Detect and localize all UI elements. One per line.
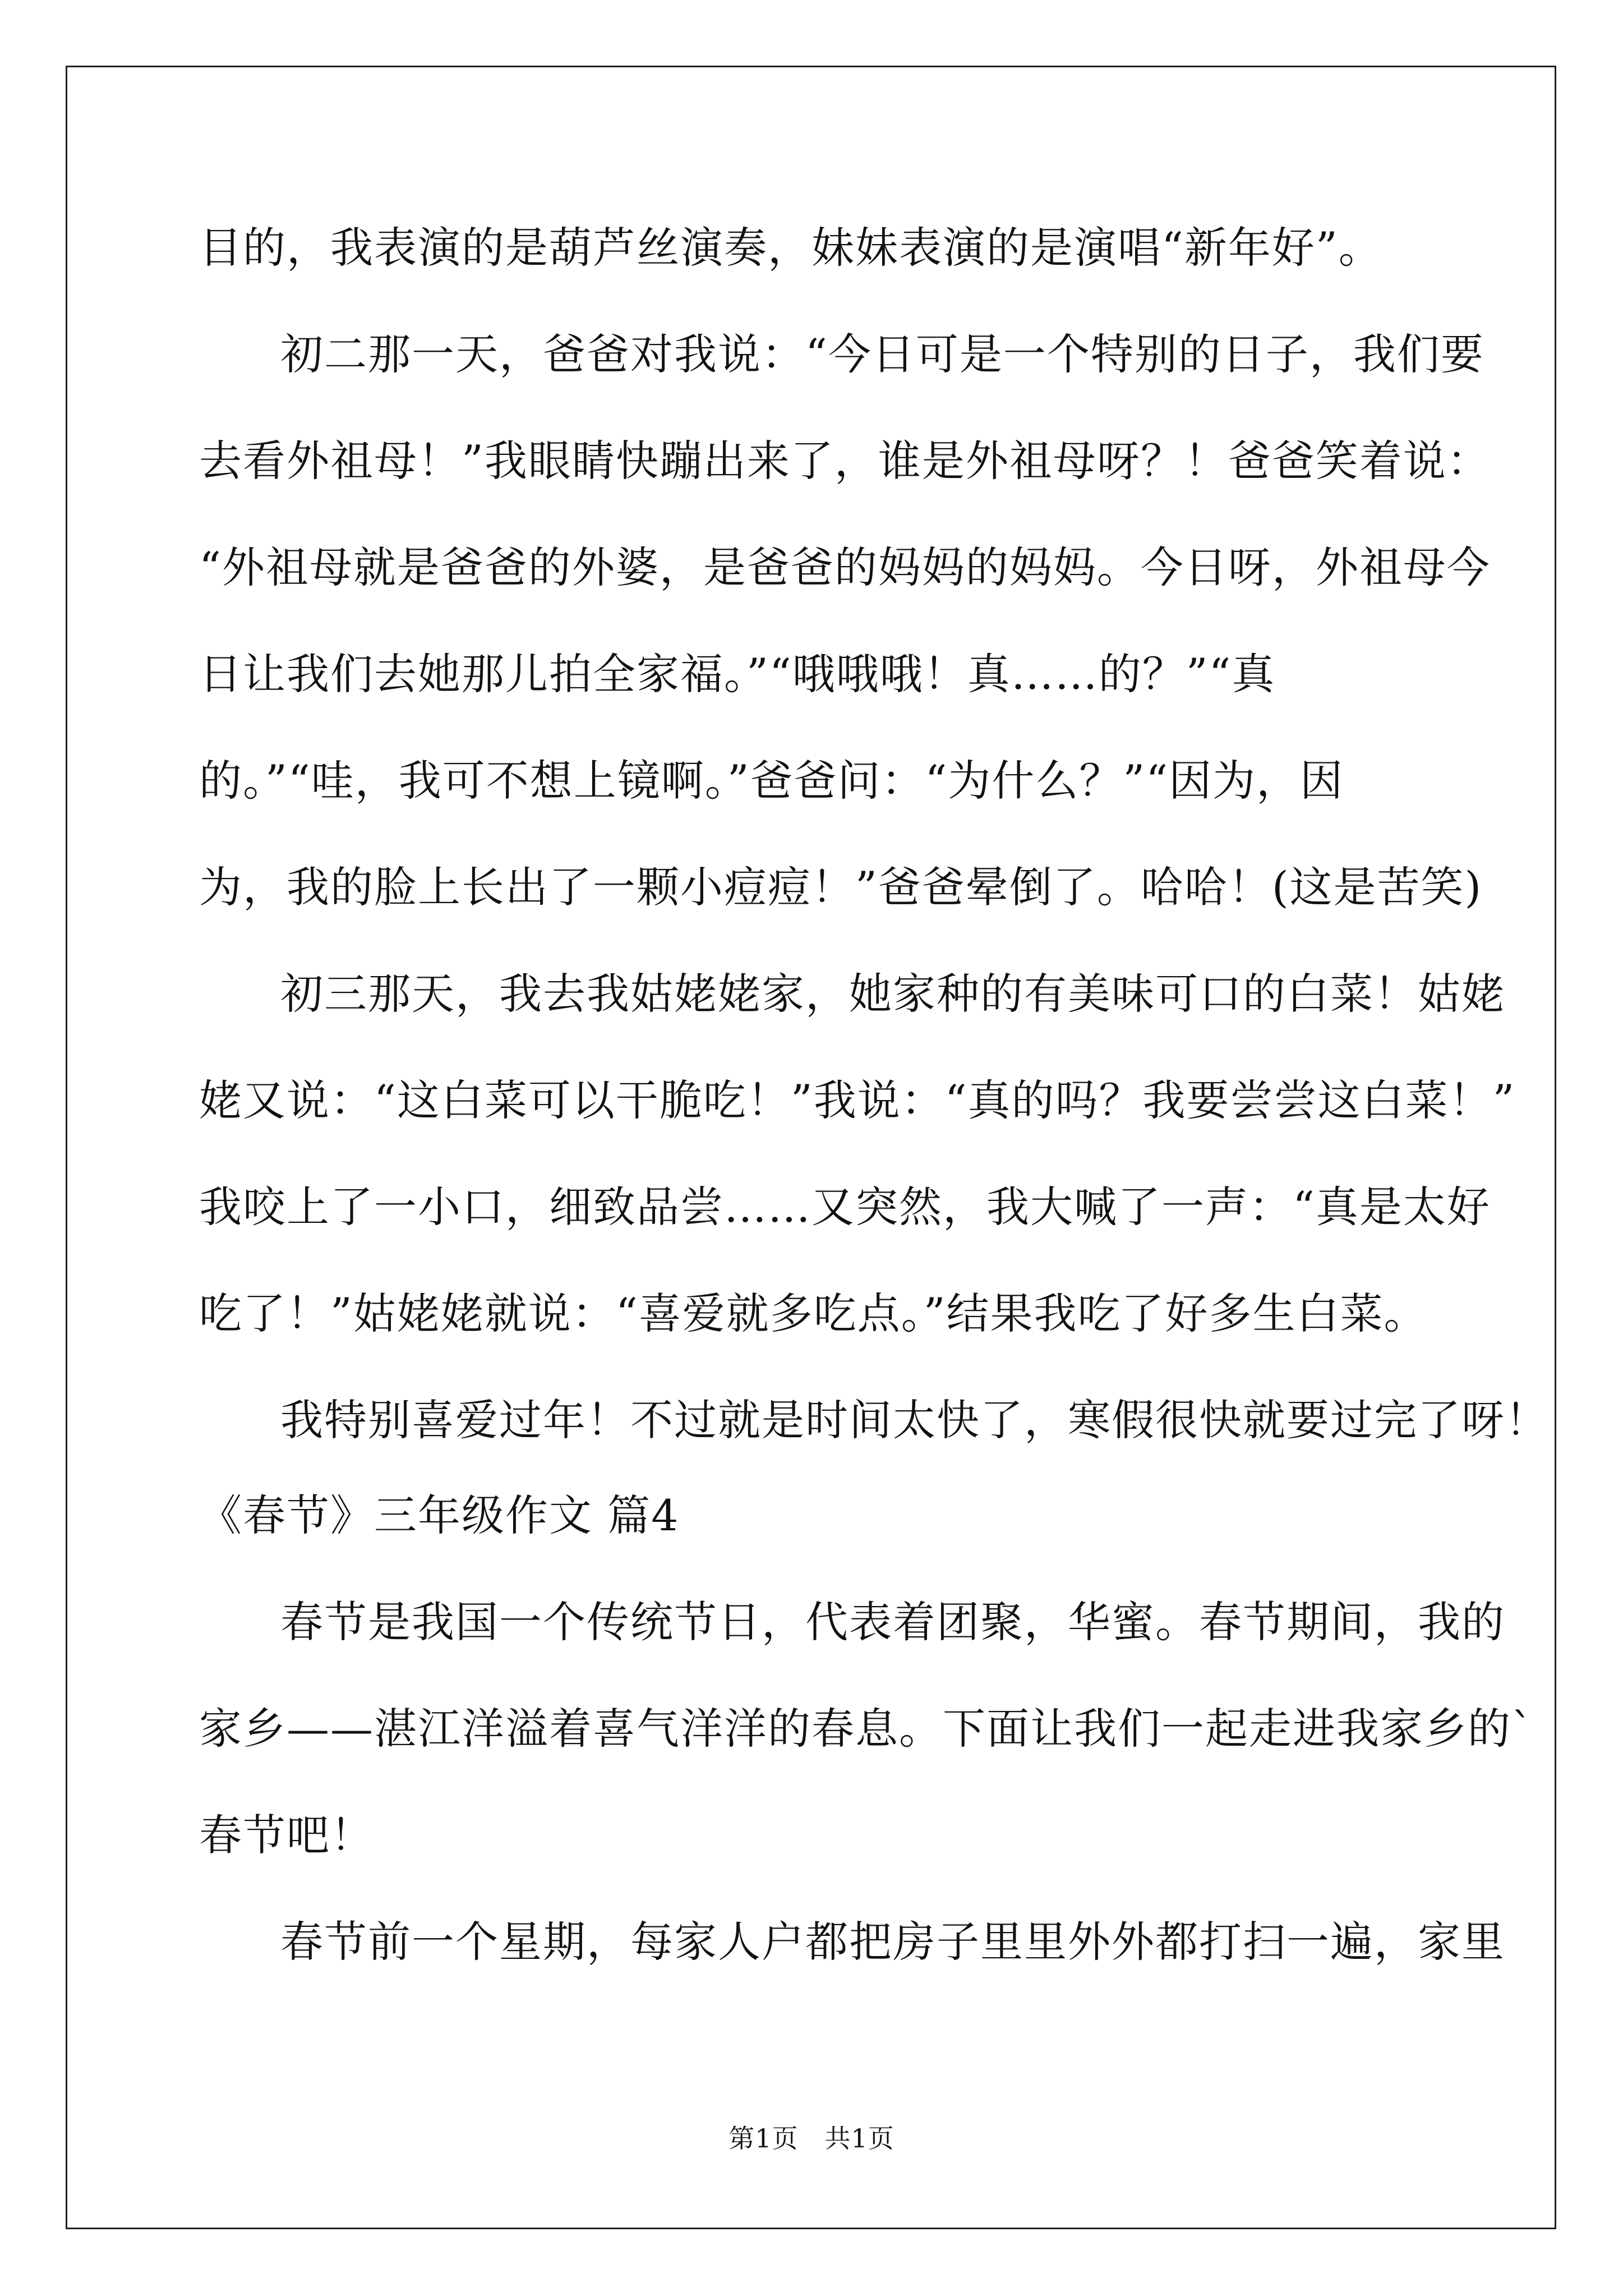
text-line: 春节是我国一个传统节日，代表着团聚，华蜜。春节期间，我的 (280, 1597, 1505, 1647)
text-line: 初二那一天，爸爸对我说：“今日可是一个特别的日子，我们要 (280, 329, 1484, 379)
text-line: 春节吧！ (199, 1810, 374, 1860)
text-line: 去看外祖母！”我眼睛快蹦出来了，谁是外祖母呀？！爸爸笑着说： (199, 436, 1491, 486)
text-line: 我咬上了一小口，细致品尝……又突然，我大喊了一声：“真是太好 (199, 1182, 1491, 1232)
text-line: 春节前一个星期，每家人户都把房子里里外外都打扫一遍，家里 (280, 1917, 1505, 1967)
text-line: 吃了！”姑姥姥就说：“喜爱就多吃点。”结果我吃了好多生白菜。 (199, 1289, 1428, 1338)
text-line: 初三那天，我去我姑姥姥家，她家种的有美味可口的白菜！姑姥 (280, 969, 1505, 1019)
text-line: “外祖母就是爸爸的外婆，是爸爸的妈妈的妈妈。今日呀，外祖母今 (199, 542, 1491, 592)
text-line: 我特别喜爱过年！不过就是时间太快了，寒假很快就要过完了呀！ (280, 1395, 1549, 1445)
page-footer: 第1页 共1页 (728, 2123, 895, 2154)
text-line: 为，我的脸上长出了一颗小痘痘！”爸爸晕倒了。哈哈！(这是苦笑) (199, 862, 1483, 912)
text-line: 姥又说：“这白菜可以干脆吃！”我说：“真的吗？我要尝尝这白菜！” (199, 1075, 1516, 1125)
text-line: 日让我们去她那儿拍全家福。”“哦哦哦！真……的？”“真 (199, 649, 1276, 699)
section-heading: 《春节》三年级作文 篇4 (199, 1490, 680, 1540)
text-line: 目的，我表演的是葫芦丝演奏，妹妹表演的是演唱“新年好”。 (199, 223, 1382, 273)
page-border (66, 66, 1556, 2229)
text-line: 的。”“哇，我可不想上镜啊。”爸爸问：“为什么？”“因为，因 (199, 756, 1344, 806)
text-line: 家乡——湛江洋溢着喜气洋洋的春息。下面让我们一起走进我家乡的` (199, 1704, 1534, 1754)
